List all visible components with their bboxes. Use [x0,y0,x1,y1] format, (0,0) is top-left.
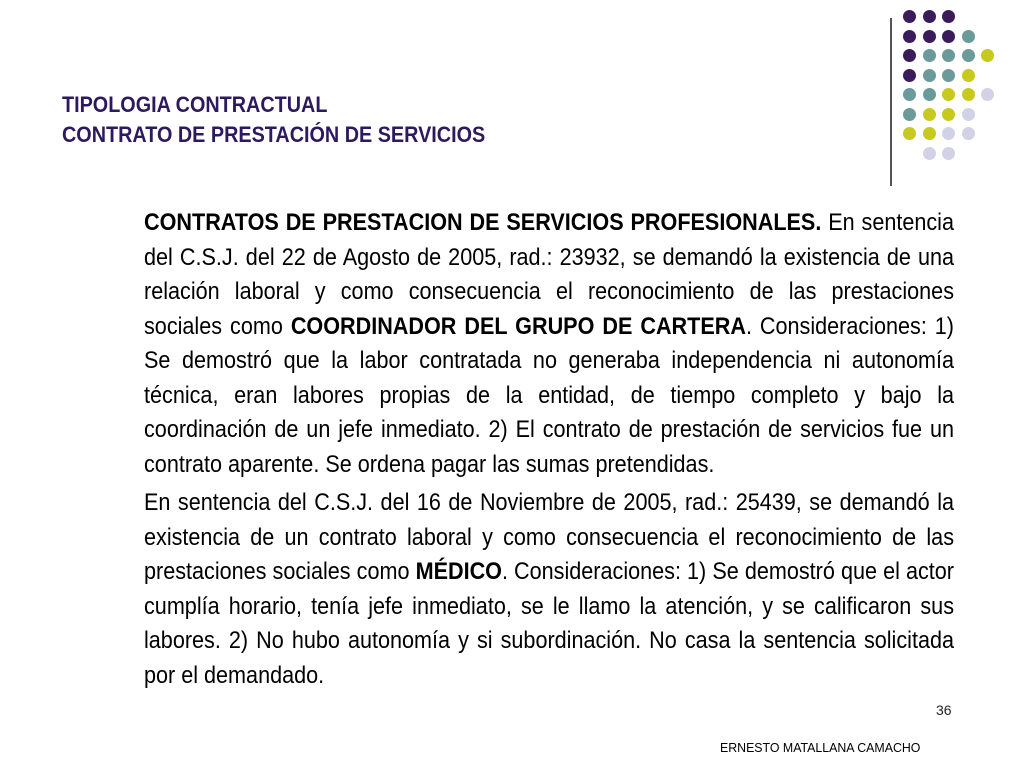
decorative-dot [923,88,936,101]
p1-heading: CONTRATOS DE PRESTACION DE SERVICIOS PROFESIONALES. [144,209,822,236]
decorative-dot [962,69,975,82]
paragraph-2 [144,486,954,693]
decorative-dot [923,147,936,160]
decorative-dot [903,10,916,23]
decorative-dot [942,69,955,82]
decorative-dot-grid [903,10,1013,170]
decorative-dot [942,147,955,160]
slide-title [62,90,862,150]
decorative-dot [981,49,994,62]
decorative-dot [942,127,955,140]
decorative-dot [962,49,975,62]
p2-text-1: En sentencia del C.S.J. del 16 de Noviembre de 2005, rad.: 25439, se demandó la existencia de un contrato laboral y como consecuencia el reconocimiento de las prestaciones sociales como [144,489,954,585]
decorative-dot [942,30,955,43]
decorative-dot [903,127,916,140]
decorative-dot [962,108,975,121]
decorative-dot [981,88,994,101]
decorative-dot [923,10,936,23]
p1-role: COORDINADOR DEL GRUPO DE CARTERA [290,312,746,340]
decorative-dot [942,108,955,121]
decorative-dot [923,49,936,62]
decorative-dot [923,69,936,82]
decorative-dot [962,127,975,140]
decorative-divider-line [890,18,892,186]
page-number: 36 [936,702,952,718]
title-line-2: CONTRATO DE PRESTACIÓN DE SERVICIOS [62,122,486,147]
author-name: ERNESTO MATALLANA CAMACHO [720,740,921,755]
decorative-dot [923,30,936,43]
decorative-dot [942,49,955,62]
decorative-dot [923,127,936,140]
p2-role: MÉDICO [415,558,502,585]
decorative-dot [962,30,975,43]
p1-text-1: En sentencia del C.S.J. del 22 de Agosto de 2005, rad.: 23932, se demandó la existencia de una relación laboral y como consecuencia el reconocimiento de las prestaciones sociales como [144,209,954,340]
decorative-dot [903,88,916,101]
decorative-dot [903,49,916,62]
paragraph-1 [144,206,954,482]
title-line-1: TIPOLOGIA CONTRACTUAL [62,92,328,117]
decorative-dot [903,30,916,43]
decorative-dot [903,69,916,82]
decorative-dot [962,88,975,101]
p2-text-2: . Consideraciones: 1) Se demostró que el actor cumplía horario, tenía jefe inmediato, se le llamo la atención, y se calificaron sus labores. 2) No hubo autonomía y si subordinación. No casa la sentencia solicitada por el demandado. [144,558,954,689]
p1-text-2: . Consideraciones: 1) Se demostró que la labor contratada no generaba independencia ni autonomía técnica, eran labores propias de la entidad, de tiempo completo y bajo la coordinación de un jefe inmediato. 2) El contrato de prestación de servicios fue un contrato aparente. Se ordena pagar las sumas pretendidas. [144,312,954,478]
decorative-dot [942,88,955,101]
decorative-dot [942,10,955,23]
decorative-dot [903,108,916,121]
decorative-dot [923,108,936,121]
slide-body [144,206,954,693]
